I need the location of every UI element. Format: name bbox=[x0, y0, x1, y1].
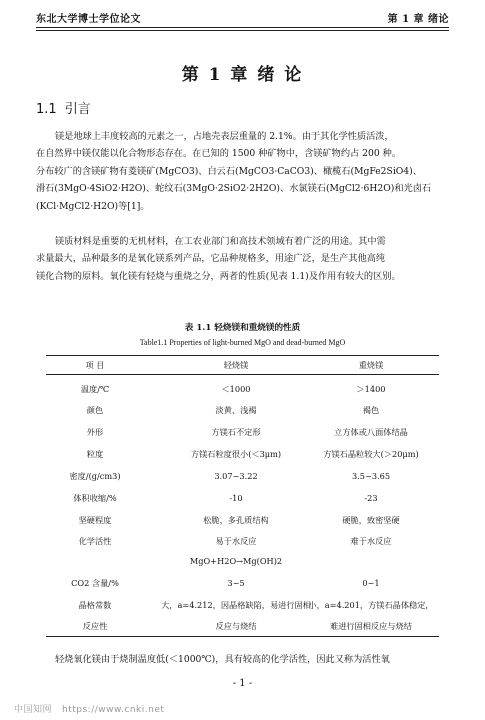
table-cell-dead: 0~1 bbox=[362, 578, 380, 588]
paragraph-line: 求量最大，品种最多的是氧化镁系列产品，它品种规格多，用途广泛，是生产其他高纯 bbox=[36, 253, 386, 265]
table-cell-dead: 立方体或八面体结晶 bbox=[334, 427, 408, 437]
running-header bbox=[36, 10, 449, 24]
table-cell-light: 3.07~3.22 bbox=[214, 471, 258, 481]
table-cell-light: 松脆，多孔质结构 bbox=[203, 515, 269, 525]
table-header-item: 项 目 bbox=[85, 360, 105, 370]
table-cell-light: -10 bbox=[229, 493, 243, 503]
table-cell-dead: 褐色 bbox=[362, 405, 380, 415]
table-cell-dead: 难进行固相反应与烧结 bbox=[330, 621, 412, 631]
paragraph-line: 镁化合物的原料。氧化镁有轻烧与重烧之分，两者的性质(见表 1.1)及作用有较大的区别。 bbox=[36, 270, 401, 282]
table-cell-dead: 小，a=4.201，方镁石晶体稳定， bbox=[308, 600, 434, 610]
table-cell-light: 淡黄、浅褐 bbox=[215, 405, 257, 415]
paragraph-line: 分布较广的含镁矿物有菱镁矿(MgCO3)、白云石(MgCO3·CaCO3)、橄榄石(MgFe2SiO4)、 bbox=[36, 165, 422, 177]
table-cell-item: 反应性 bbox=[82, 621, 108, 631]
paragraph-line: (KCl·MgCl2·H2O)等[1]。 bbox=[36, 200, 150, 212]
table-header-dead: 重烧镁 bbox=[358, 360, 384, 370]
paragraph-line: 镁是地球上丰度较高的元素之一，占地壳表层重量的 2.1%。由于其化学性质活泼， bbox=[55, 131, 394, 142]
paragraph-line: 轻烧氧化镁由于烧制温度低(＜1000℃)，具有较高的化学活性，因此又称为活性氧 bbox=[55, 654, 390, 665]
table-header-light: 轻烧镁 bbox=[223, 360, 249, 370]
header-thesis-title: 东北大学博士学位论文 bbox=[36, 14, 141, 25]
table-cell-light: 反应与烧结 bbox=[215, 621, 257, 631]
table-cell-light: ＜1000 bbox=[221, 384, 251, 394]
table-cell-item: 温度/℃ bbox=[80, 384, 110, 394]
table-cell-dead: 难于水反应 bbox=[350, 536, 392, 546]
table-cell-light: 3~5 bbox=[227, 578, 245, 588]
footer-brand: 中国知网 bbox=[14, 705, 53, 715]
table-cell-item: 外形 bbox=[86, 427, 104, 437]
table-cell-dead: 硬脆，致密坚硬 bbox=[342, 515, 400, 525]
header-rule bbox=[36, 27, 449, 28]
table-cell-light: 方镁石粒度很小(＜3μm) bbox=[190, 449, 282, 459]
page-number: - 1 - bbox=[232, 678, 253, 689]
header-rule-thin bbox=[36, 30, 449, 31]
table-cell-dead: 3.5~3.65 bbox=[351, 471, 391, 481]
section-heading bbox=[36, 98, 99, 117]
table-cell-item: 密度/(g/cm3) bbox=[69, 471, 121, 481]
table-bottom-rule bbox=[46, 636, 439, 637]
section-number: 1.1 bbox=[36, 102, 57, 117]
footer-url: https://www.cnki.net bbox=[62, 705, 165, 715]
table-cell-item: 体积收缩/% bbox=[73, 493, 117, 503]
chapter-title: 第 1 章 绪 论 bbox=[181, 65, 304, 85]
table-cell-dead: -23 bbox=[364, 493, 378, 503]
header-chapter: 第 1 章 绪论 bbox=[387, 14, 449, 25]
table-cell-item: 坚硬程度 bbox=[78, 515, 112, 525]
paragraph-line: 在自然界中镁仅能以化合物形态存在。在已知的 1500 种矿物中，含镁矿物约占 200 种。 bbox=[36, 148, 401, 160]
table-cell-item: 晶格常数 bbox=[78, 600, 112, 610]
table-caption-cn: 表 1.1 轻烧镁和重烧镁的性质 bbox=[184, 323, 301, 333]
table-cell-item: 粒度 bbox=[86, 449, 104, 459]
table-cell-item: CO2 含量/% bbox=[71, 578, 119, 588]
table-header-rule bbox=[46, 374, 439, 375]
paragraph-light-burned bbox=[36, 651, 449, 668]
table-cell-light: MgO+H2O→Mg(OH)2 bbox=[189, 556, 283, 566]
paragraph-intro bbox=[36, 128, 449, 215]
table-cell-dead: ＞1400 bbox=[356, 384, 386, 394]
table-cell-item: 颜色 bbox=[86, 405, 104, 415]
table-top-rule bbox=[46, 355, 439, 356]
paragraph-line: 滑石(3MgO·4SiO2·H2O)、蛇纹石(3MgO·2SiO2·2H2O)、水氯镁石(MgCl2·6H2O)和光卤石 bbox=[36, 183, 432, 195]
paragraph-line: 镁质材料是重要的无机材料，在工农业部门和高技术领域有着广泛的用途。其中需 bbox=[55, 236, 386, 247]
table-cell-dead: 方镁石晶粒较大(＞20μm) bbox=[323, 449, 419, 459]
paragraph-magnesia bbox=[36, 233, 449, 285]
table-cell-light: 大，a=4.212，因晶格缺陷，易进行固相 bbox=[161, 600, 311, 610]
table-cell-light: 方镁石不定形 bbox=[211, 427, 261, 437]
section-title: 引言 bbox=[64, 102, 91, 117]
table-caption-en: Table1.1 Properties of light-burned MgO and dead-burned MgO bbox=[139, 338, 346, 347]
table-cell-item: 化学活性 bbox=[78, 536, 112, 546]
watermark-footer bbox=[14, 702, 174, 715]
table-cell-light: 易于水反应 bbox=[215, 536, 257, 546]
